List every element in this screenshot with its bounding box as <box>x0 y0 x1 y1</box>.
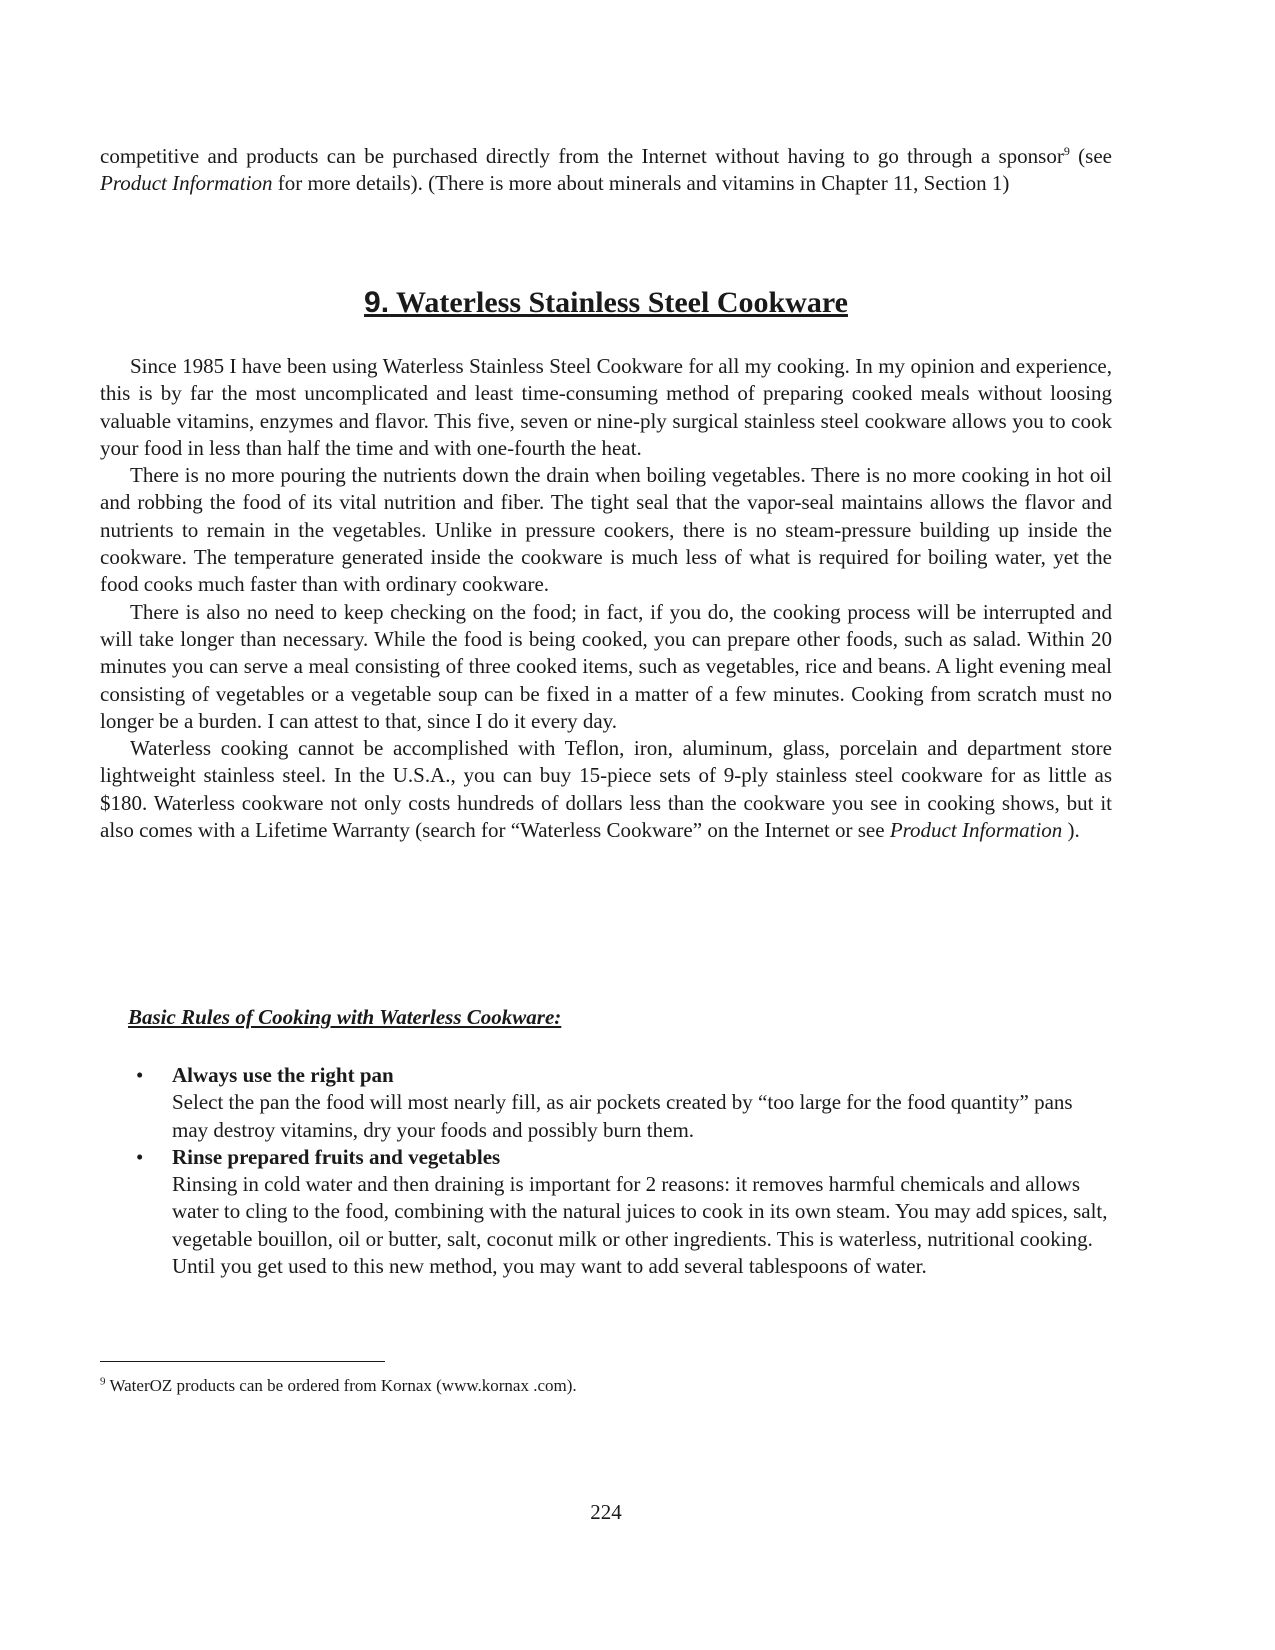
intro-paragraph <box>100 143 1112 198</box>
page-number: 224 <box>590 1500 622 1524</box>
paragraph-2: There is no more pouring the nutrients down the drain when boiling vegetables. There is no more cooking in hot oil and robbing the food of its vital nutrition and fiber. The tight seal that the vapor-seal maintains allows the flavor and nutrients to remain in the vegetables. Unlike in pressure cookers, there is no steam-pressure building up inside the cookware. The temperature generated inside the cookware is much less of what is required for boiling water, yet the food cooks much faster than with ordinary cookware. <box>100 463 1112 597</box>
footnote <box>100 1375 577 1397</box>
paragraph-3: There is also no need to keep checking on the food; in fact, if you do, the cooking process will be interrupted and will take longer than necessary. While the food is being cooked, you can prepare other foods, such as salad. Within 20 minutes you can serve a meal consisting of three cooked items, such as vegetables, rice and beans. A light evening meal consisting of vegetables or a vegetable soup can be fixed in a matter of a few minutes. Cooking from scratch must no longer be a burden. I can attest to that, since I do it every day. <box>100 599 1112 733</box>
intro-text-continued: (see <box>1069 144 1112 168</box>
paragraph-4-text: Waterless cooking cannot be accomplished with Teflon, iron, aluminum, glass, porcelain and department store lightweight stainless steel. In the U.S.A., you can buy 15-piece sets of 9-ply stainless steel cookware for as little as $180. Waterless cookware not only costs hundreds of dollars less than the cookware you see in cooking shows, but it also comes with a Lifetime Warranty (search for “Waterless Cookware” on the Internet or see <box>100 736 1112 843</box>
list-item <box>100 1144 1112 1280</box>
rule-description: Select the pan the food will most nearly fill, as air pockets created by “too large for the food quantity” pans may destroy vitamins, dry your foods and possibly burn them. <box>172 1090 1073 1142</box>
product-information-reference: Product Information <box>100 171 273 196</box>
list-item <box>100 1062 1112 1144</box>
footnote-reference[interactable]: 9 <box>1063 144 1070 158</box>
bullet-icon: • <box>136 1063 144 1087</box>
footnote-divider <box>100 1361 385 1362</box>
section-number: 9. <box>364 286 390 319</box>
footnote-text: WaterOZ products can be ordered from Kornax (www.kornax .com). <box>105 1376 577 1395</box>
product-information-reference: Product Information <box>889 818 1063 843</box>
paragraph-1: Since 1985 I have been using Waterless Stainless Steel Cookware for all my cooking. In my opinion and experience, this is by far the most uncomplicated and least time-consuming method of preparing cooked meals without loosing valuable vitamins, enzymes and flavor. This five, seven or nine-ply surgical stainless steel cookware allows you to cook your food in less than half the time and with one-fourth the heat. <box>100 354 1112 460</box>
rules-heading: Basic Rules of Cooking with Waterless Cookware: <box>128 1005 562 1029</box>
paragraph-4 <box>100 735 1112 844</box>
paragraph-4-end: ). <box>1062 818 1080 843</box>
footnote-marker: 9 <box>100 1375 106 1388</box>
rule-title: Rinse prepared fruits and vegetables <box>172 1144 501 1169</box>
bullet-icon: • <box>136 1144 144 1169</box>
rule-title: Always use the right pan <box>172 1063 394 1087</box>
rules-list <box>100 1062 1112 1280</box>
section-body <box>100 353 1112 844</box>
intro-text: competitive and products can be purchased directly from the Internet without having to go through a sponsor <box>100 144 1064 168</box>
intro-text-end: for more details). (There is more about minerals and vitamins in Chapter 11, Section 1) <box>272 171 1010 196</box>
section-title <box>100 286 1112 320</box>
rule-description: Rinsing in cold water and then draining is important for 2 reasons: it removes harmful chemicals and allows water to cling to the food, combining with the natural juices to cook in its own steam. You may add spices, salt, vegetable bouillon, oil or butter, salt, coconut milk or other ingredients. This is waterless, nutritional cooking. Until you get used to this new method, you may want to add several tablespoons of water. <box>172 1172 1108 1279</box>
document-page <box>100 0 1112 1650</box>
section-title-text: Waterless Stainless Steel Cookware <box>389 286 848 319</box>
